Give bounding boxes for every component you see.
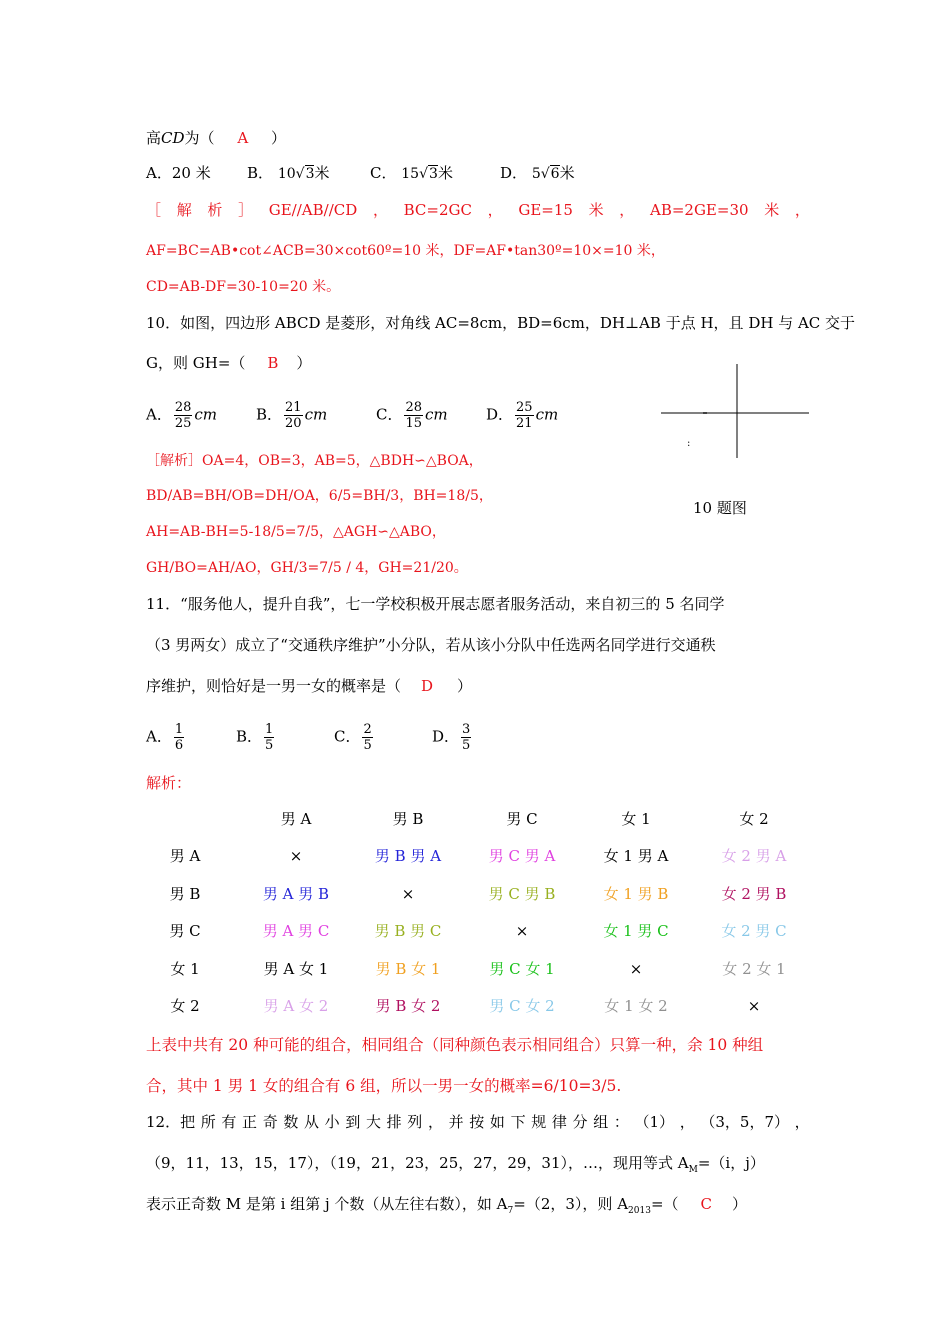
table-row-header: 男 C: [169, 922, 201, 940]
table-cell-empty: ×: [747, 997, 761, 1015]
q10-figure-mark: :: [687, 438, 691, 449]
q11-stem-line1: 11．“服务他人，提升自我”，七一学校积极开展志愿者服务活动，来自初三的 5 名同学: [146, 595, 725, 613]
q10-stem-line2: G，则 GH=（ B ）: [146, 354, 312, 372]
q12-stem-line3: 表示正奇数 M 是第 i 组第 j 个数（从左往右数），如 $A_7=(2$，3），则 $A_{2013}=$（ C ）: [146, 1195, 748, 1216]
q11-stem-line3: 序维护，则恰好是一男一女的概率是（ D ）: [146, 677, 473, 695]
q11-summary-line2: 合，其中 1 男 1 女的组合有 6 组，所以一男一女的概率=6/10=3/5.: [146, 1077, 622, 1095]
q10-stem-line1: 10．如图，四边形 ABCD 是菱形，对角线 AC=8cm，BD=6cm，DH⊥AB 于点 H，且 DH 与 AC 交于: [146, 314, 856, 332]
table-cell: 男 B 女 1: [375, 960, 441, 978]
q9-option-a: A．20 米: [146, 164, 211, 182]
q11-option-d: D． $\frac{3}{5}$: [432, 722, 471, 753]
table-cell-empty: ×: [629, 960, 643, 978]
table-cell: 男 C 女 1: [489, 960, 555, 978]
q10-answer: B: [267, 354, 279, 372]
q12-answer: C: [700, 1195, 712, 1213]
table-cell: 男 A 女 1: [263, 960, 329, 978]
q12-stem-line1: 12．把 所 有 正 奇 数 从 小 到 大 排 列 ， 并 按 如 下 规 律 分 组 ： （1） ， （3，5，7） ，: [146, 1113, 810, 1131]
table-cell-empty: ×: [515, 922, 529, 940]
q10-option-a: A． $\frac{28}{25}$ cm: [146, 400, 218, 431]
q11-answer: D: [421, 677, 434, 695]
q10-analysis-line2: BD/AB=BH/OB=DH/OA，6/5=BH/3，BH=18/5，: [146, 488, 493, 504]
table-row-header: 女 1: [170, 960, 200, 978]
table-cell: 男 C 男 A: [488, 847, 556, 865]
table-cell: 女 1 男 B: [603, 885, 669, 903]
table-cell-empty: ×: [401, 885, 415, 903]
q11-option-a: A． $\frac{1}{6}$: [146, 722, 184, 753]
q9-option-c: C． 15√3米: [370, 164, 453, 182]
table-cell: 男 C 男 B: [488, 885, 556, 903]
q9-analysis-line1: ［ 解 析 ］ GE//AB//CD ， BC=2GC ， GE=15 米 ， AB=2GE=30 米 ，: [146, 201, 810, 219]
table-cell: 女 2 男 C: [721, 922, 787, 940]
q11-analysis-title: 解析：: [146, 774, 192, 792]
table-col-header: 女 1: [621, 810, 651, 828]
table-cell: 女 1 男 C: [603, 922, 669, 940]
q10-option-d: D． $\frac{25}{21}$ cm: [486, 400, 559, 431]
table-row-header: 女 2: [170, 997, 200, 1015]
table-cell: 男 A 女 2: [263, 997, 329, 1015]
q10-figure-caption: 10 题图: [693, 499, 747, 517]
q10-figure: [655, 362, 815, 462]
table-col-header: 女 2: [739, 810, 769, 828]
table-col-header: 男 C: [506, 810, 538, 828]
table-cell: 男 B 男 A: [374, 847, 442, 865]
q9-analysis-line2: AF=BC=AB•cot∠ACB=30×cot60º=10 米，DF=AF•tan30º=10×=10 米，: [146, 243, 665, 259]
q9-option-b: B． 10√3米: [247, 164, 330, 182]
table-cell: 男 A 男 C: [262, 922, 330, 940]
table-cell: 女 2 男 A: [721, 847, 787, 865]
table-cell: 男 B 男 C: [374, 922, 442, 940]
table-cell: 男 B 女 2: [375, 997, 441, 1015]
table-cell: 男 C 女 2: [489, 997, 555, 1015]
q9-stem: 高CD为（ A ）: [146, 129, 286, 147]
q10-option-b: B． $\frac{21}{20}$ cm: [256, 400, 328, 431]
q11-summary-line1: 上表中共有 20 种可能的组合，相同组合（同种颜色表示相同组合）只算一种，余 10 种组: [146, 1036, 764, 1054]
q11-option-c: C． $\frac{2}{5}$: [334, 722, 372, 753]
table-row-header: 男 A: [169, 847, 201, 865]
q10-option-c: C． $\frac{28}{15}$ cm: [376, 400, 448, 431]
table-col-header: 男 A: [280, 810, 312, 828]
q11-stem-line2: （3 男两女）成立了“交通秩序维护”小分队，若从该小分队中任选两名同学进行交通秩: [146, 636, 716, 654]
q12-stem-line2: （9，11，13，15，17），（19，21，23，25，27，29，31），…，现用等式 $A_M=(i$，j）: [146, 1154, 765, 1175]
table-cell: 男 A 男 B: [262, 885, 330, 903]
table-cell: 女 2 女 1: [722, 960, 786, 978]
q9-analysis-line3: CD=AB-DF=30-10=20 米。: [146, 279, 341, 295]
q9-option-d: D． 5√6米: [500, 164, 575, 182]
q11-option-b: B． $\frac{1}{5}$: [236, 722, 274, 753]
q9-answer: A: [237, 129, 249, 147]
table-cell-empty: ×: [289, 847, 303, 865]
q10-analysis-line4: GH/BO=AH/AO，GH/3=7/5 / 4，GH=21/20。: [146, 560, 468, 576]
table-row-header: 男 B: [169, 885, 201, 903]
q10-analysis-line3: AH=AB-BH=5-18/5=7/5，△AGH∽△ABO，: [146, 524, 446, 540]
table-cell: 女 1 男 A: [603, 847, 669, 865]
table-cell: 女 1 女 2: [604, 997, 668, 1015]
table-cell: 女 2 男 B: [721, 885, 787, 903]
table-col-header: 男 B: [392, 810, 424, 828]
q10-analysis-line1: ［解析］OA=4，OB=3，AB=5，△BDH∽△BOA，: [146, 453, 483, 469]
